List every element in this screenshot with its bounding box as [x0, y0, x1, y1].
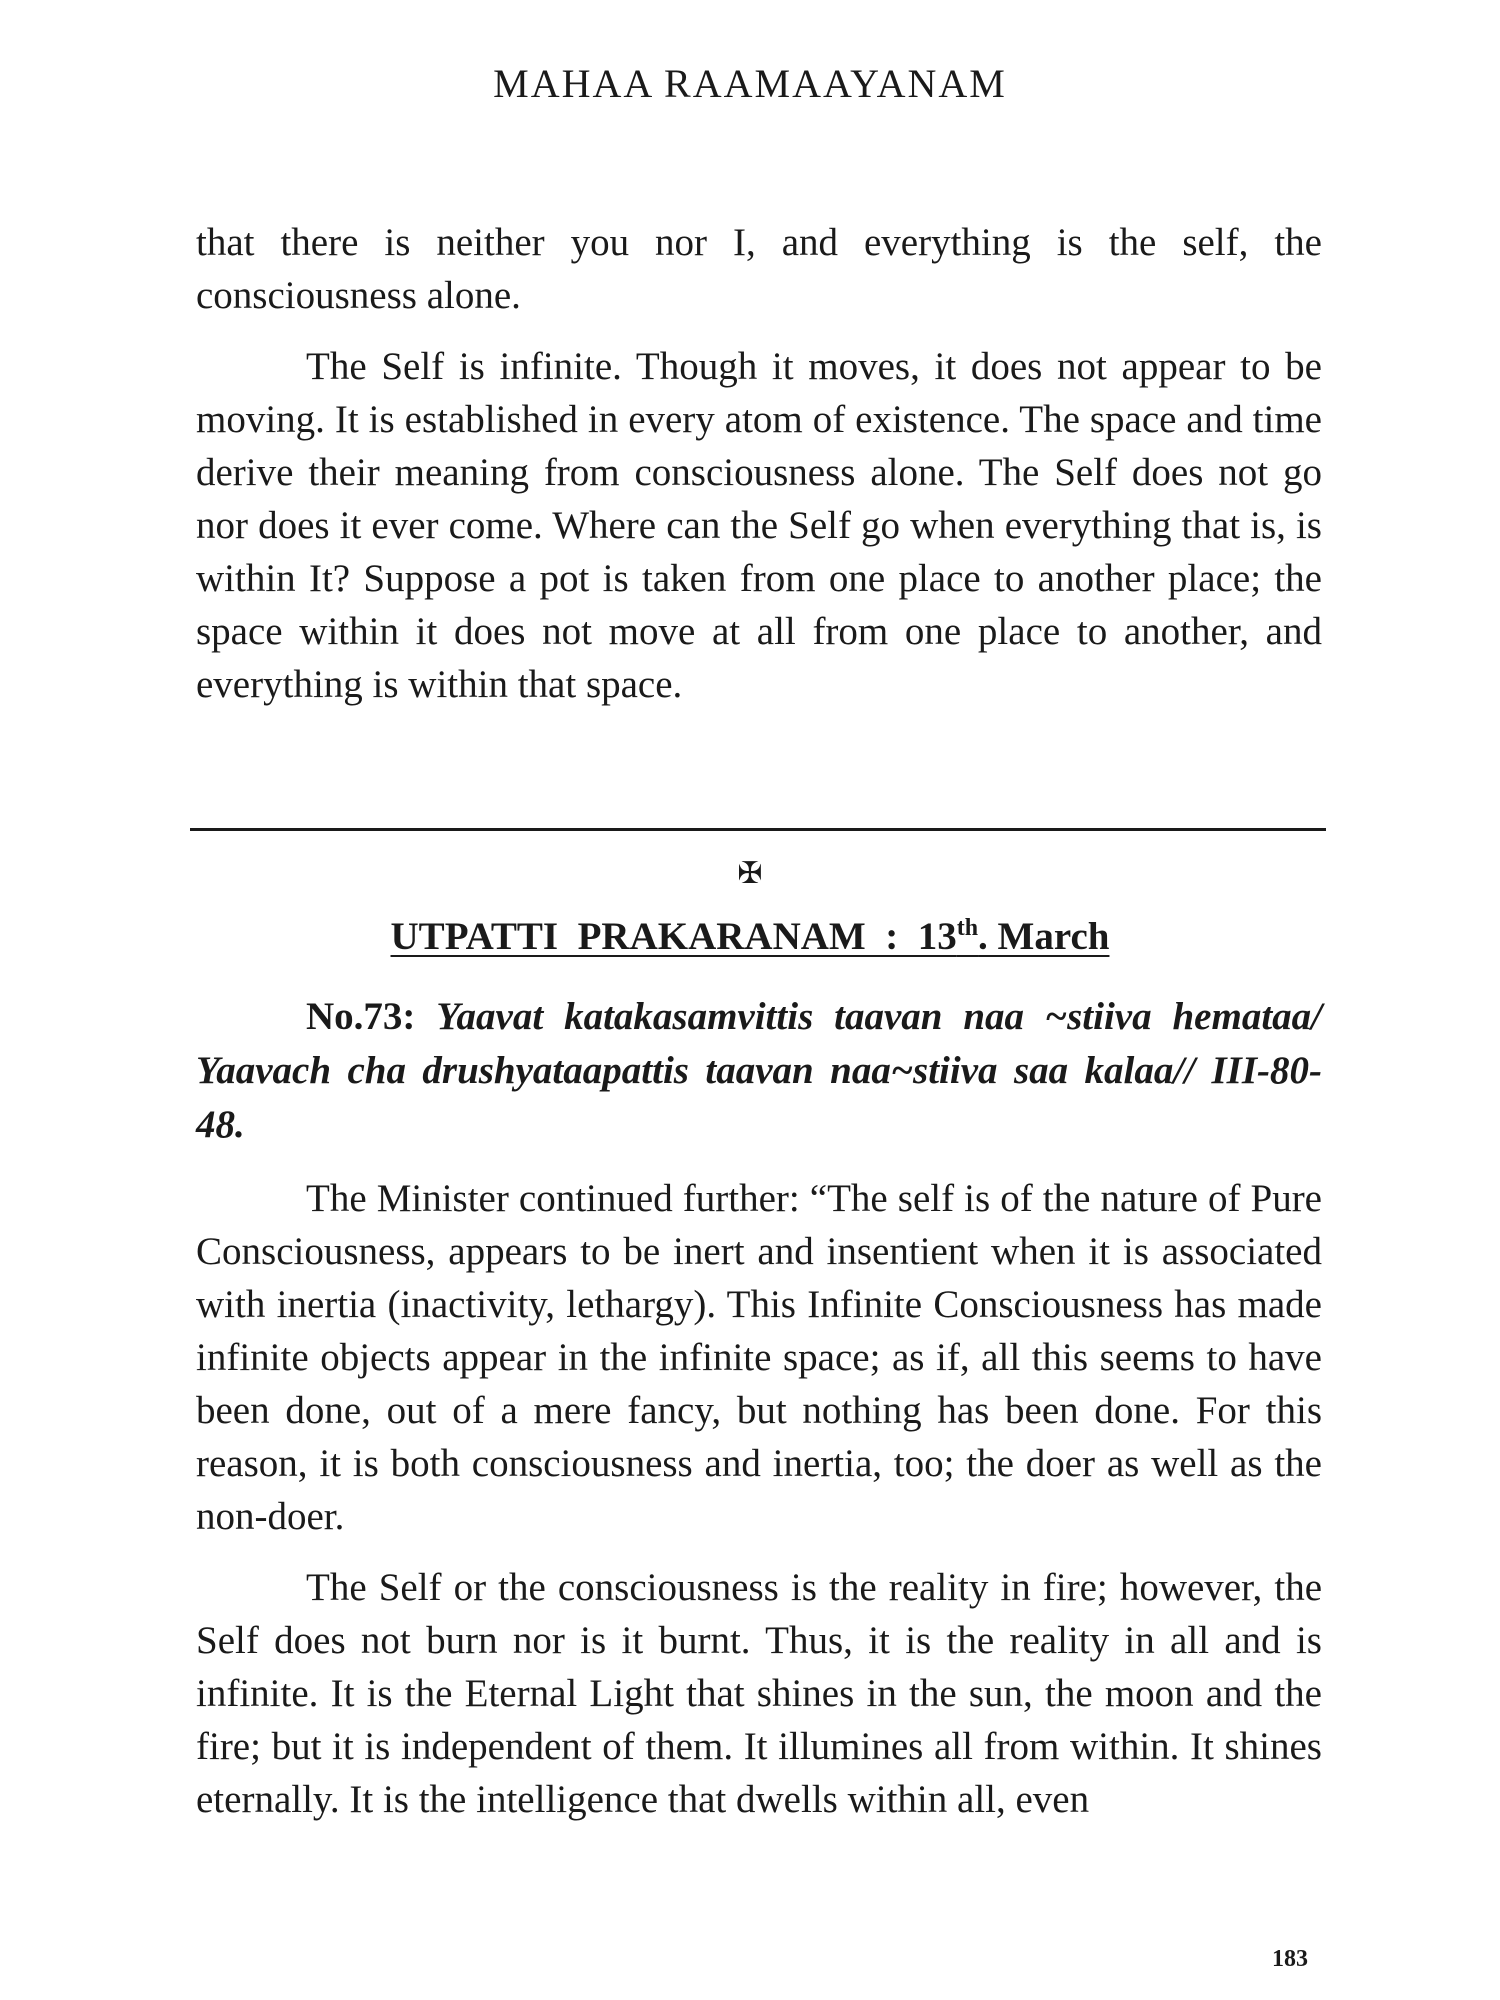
section-divider — [190, 828, 1326, 831]
paragraph-self-fire: The Self or the consciousness is the reality in fire; however, the Self does not burn nor is it burnt. Thus, it is the reality in all and is infinite. It is the Eternal Light that shines in the sun, the moon and the fire; but it is independent of them. It illumines all from within. It shines eternally. It is the intelligence that dwells within all, even — [196, 1566, 1322, 1821]
verse-label: No.73: — [306, 995, 416, 1038]
date-suffix: th — [956, 915, 979, 941]
page-number: 183 — [1272, 1946, 1308, 1972]
paragraph-self-infinite: The Self is infinite. Though it moves, it does not appear to be moving. It is established in every atom of existence. The space and time derive their meaning from consciousness alone. The Self does not go nor does it ever come. Where can the Self go when everything that is, is within It? Suppose a pot is taken from one place to another place; the space within it does not move at all from one place to another, and everything is within that space. — [196, 345, 1322, 706]
verse-text: Yaavat katakasamvittis taavan naa ~stiiva hemataa/ Yaavach cha drushyataapattis taavan naa~stiiva saa kalaa// III-80-48. — [196, 995, 1322, 1146]
verse-block — [196, 990, 1322, 1152]
section-title-date: . March — [978, 915, 1110, 958]
cross-ornament-icon: ✠ — [737, 857, 763, 890]
main-text-block — [196, 1172, 1322, 1826]
top-text-block — [196, 216, 1322, 711]
paragraph-continued: that there is neither you nor I, and everything is the self, the consciousness alone. — [196, 221, 1322, 317]
paragraph-minister: The Minister continued further: “The self is of the nature of Pure Consciousness, appears to be inert and insentient when it is associated with inertia (inactivity, lethargy). This Infinite Consciousness has made infinite objects appear in the infinite space; as if, all this seems to have been done, out of a mere fancy, but nothing has been done. For this reason, it is both consciousness and inertia, too; the doer as well as the non-doer. — [196, 1177, 1322, 1538]
verse-paragraph — [196, 990, 1322, 1152]
section-title-main: UTPATTI PRAKARANAM : 13 — [390, 915, 957, 958]
section-title — [391, 915, 1110, 958]
running-head: MAHAA RAAMAAYANAM — [493, 61, 1007, 106]
section-heading — [0, 912, 1500, 962]
